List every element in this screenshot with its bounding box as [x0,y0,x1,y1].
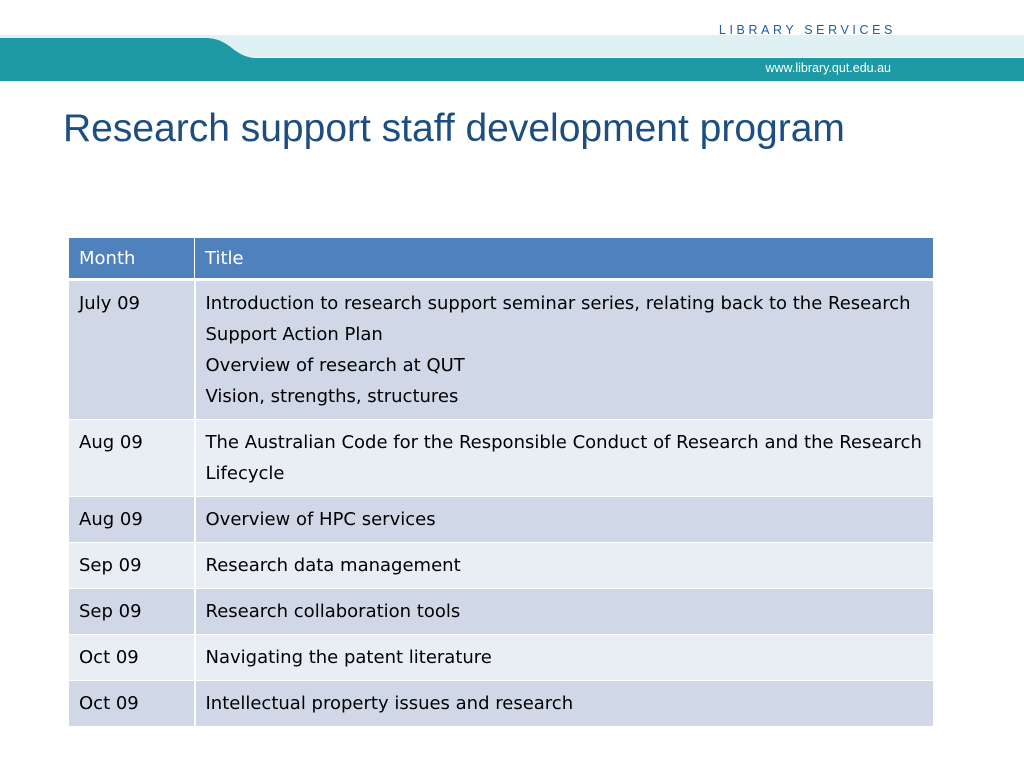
title-line: The Australian Code for the Responsible Conduct of Research and the Research Lifecycle [205,432,922,484]
title-line: Overview of research at QUT [205,355,465,376]
month-cell: Oct 09 [69,681,195,727]
table-row [69,681,934,727]
title-cell [195,589,934,635]
program-schedule-table [68,237,935,727]
title-line: Intellectual property issues and research [205,693,574,714]
title-cell [195,543,934,589]
library-url[interactable]: www.library.qut.edu.au [765,61,891,75]
table-row [69,635,934,681]
table-row [69,497,934,543]
title-line: Introduction to research support seminar series, relating back to the Research Support Action Plan [205,293,911,345]
column-header-month: Month [69,238,195,280]
month-cell: July 09 [69,280,195,420]
table-row [69,589,934,635]
table-header-row [69,238,934,280]
month-cell: Sep 09 [69,589,195,635]
header-wave-band [0,0,1024,90]
table-row [69,420,934,497]
library-services-brand: LIBRARY SERVICES [718,23,896,37]
title-cell [195,420,934,497]
title-cell [195,497,934,543]
slide-title: Research support staff development program [63,107,845,150]
table-row [69,280,934,420]
title-line: Research data management [205,555,461,576]
month-cell: Aug 09 [69,497,195,543]
title-line: Research collaboration tools [205,601,461,622]
title-cell [195,681,934,727]
title-line: Vision, strengths, structures [205,386,459,407]
title-line: Overview of HPC services [205,509,436,530]
title-cell [195,635,934,681]
title-cell [195,280,934,420]
table-row [69,543,934,589]
column-header-title: Title [195,238,934,280]
title-line: Navigating the patent literature [205,647,492,668]
month-cell: Aug 09 [69,420,195,497]
month-cell: Oct 09 [69,635,195,681]
month-cell: Sep 09 [69,543,195,589]
